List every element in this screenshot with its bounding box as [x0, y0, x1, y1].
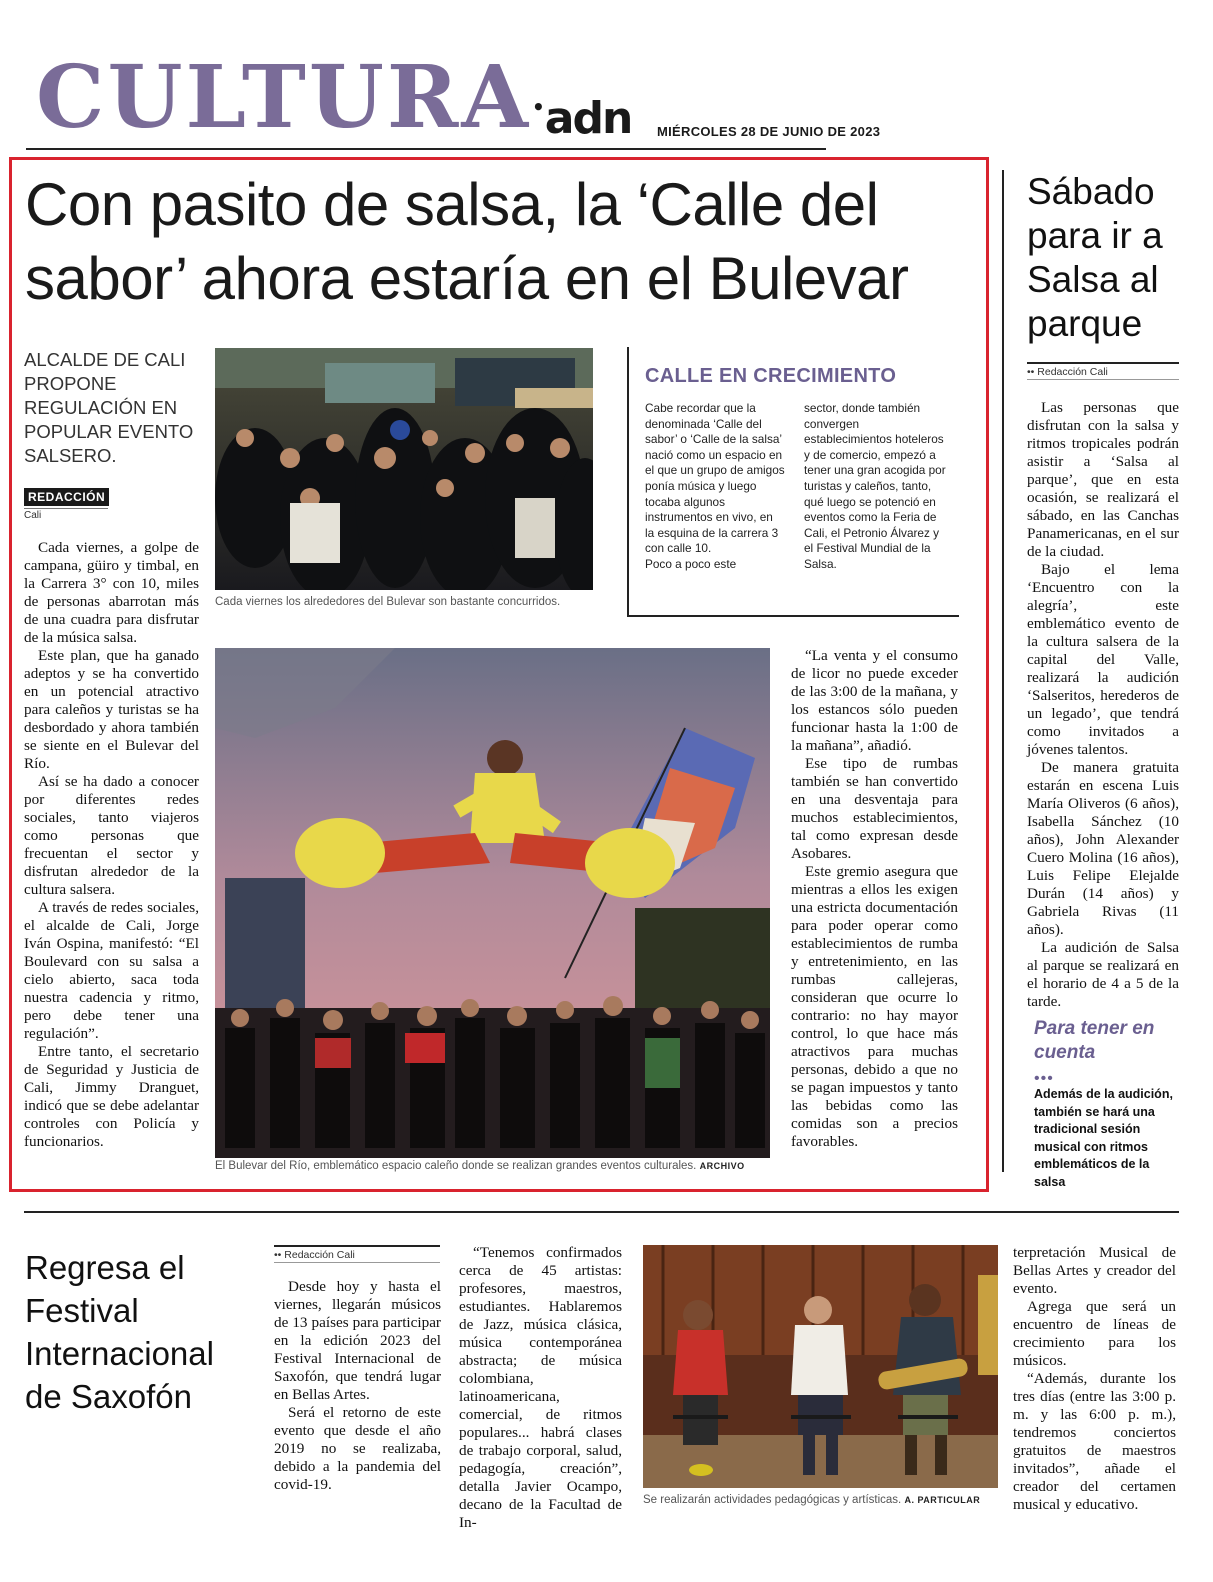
paragraph: Este gremio asegura que mientras a ellos les exigen una estricta documentación para poder operar como establecimientos de rumba y entretenimiento, en las rumbas callejeras, consideran que ocurre lo contrario: no hay mayor control, lo que hace más atractivos para muchas personas, debido a que no se pagan impuestos y tanto las bebidas como las comidas son a precios favorables. — [791, 863, 958, 1150]
photo-credit: A. PARTICULAR — [904, 1495, 981, 1505]
paragraph: Este plan, que ha ganado adeptos y se ha convertido en un potencial atractivo para caleños y turistas se ha desbordado y ahora también se siente en el Bulevar del Río. — [24, 647, 199, 772]
byline-label: REDACCIÓN — [24, 488, 109, 506]
photo-credit: ARCHIVO — [699, 1161, 745, 1171]
paragraph: La audición de Salsa al parque se realizará en el horario de 4 a 5 de la tarde. — [1027, 939, 1179, 1010]
main-body-col3 — [791, 647, 958, 1151]
crowd-photo — [215, 348, 593, 590]
main-headline: Con pasito de salsa, la ‘Calle del sabor’ ahora estaría en el Bulevar — [25, 171, 909, 312]
dancer-photo — [215, 648, 770, 1158]
dancer-photo-caption — [215, 1160, 775, 1172]
paragraph: Así se ha dado a conocer por diferentes redes sociales, tanto viajeros como personas que frecuentan el sector y disfrutan alrededor de la cultura salsera. — [24, 773, 199, 898]
paragraph: Agrega que será un encuentro de líneas de crecimiento para los músicos. — [1013, 1298, 1176, 1369]
sidebar-col1 — [645, 401, 785, 573]
bottom-headline: Regresa el Festival Internacional de Saxofón — [25, 1249, 214, 1415]
header-rule — [26, 148, 826, 150]
section-divider — [24, 1211, 1179, 1213]
paragraph: Desde hoy y hasta el viernes, llegarán músicos de 13 países para participar en la edición 2023 del Festival Internacional de Saxofón, que tendrá lugar en Bellas Artes. — [274, 1278, 441, 1403]
brand-logo: •adn — [532, 93, 632, 144]
info-box-text: Además de la audición, también se hará una tradicional sesión musical con ritmos emblemáticos de la salsa — [1034, 1087, 1173, 1189]
side-body — [1027, 399, 1179, 1011]
bottom-body-col1 — [274, 1278, 441, 1494]
sidebar-title: CALLE EN CRECIMIENTO — [645, 365, 897, 387]
side-byline: •• Redacción Cali — [1027, 362, 1179, 380]
byline-city: Cali — [24, 508, 108, 521]
main-deck: ALCALDE DE CALI PROPONE REGULACIÓN EN POPULAR EVENTO SALSERO. — [24, 349, 194, 466]
sidebar-paragraph: Poco a poco este — [645, 556, 737, 571]
column-rule — [1002, 170, 1004, 1172]
crowd-photo-caption: Cada viernes los alrededores del Bulevar son bastante concurridos. — [215, 596, 561, 608]
paragraph: De manera gratuita estarán en escena Luis María Oliveros (6 años), Isabella Sánchez (10 años), John Alexander Cuero Molina (16 años), Luis Felipe Elejalde Durán (14 años) y Gabriela Rivas (11 años). — [1027, 759, 1179, 938]
paragraph: Ese tipo de rumbas también se han convertido en una desventaja para muchos establecimientos, tal como expresan desde Asobares. — [791, 755, 958, 862]
sidebar-col2 — [804, 401, 946, 573]
bottom-byline: •• Redacción Cali — [274, 1245, 440, 1263]
paragraph: Cada viernes, a golpe de campana, güiro y timbal, en la Carrera 3° con 10, miles de personas abarrotan más de una cuadra para disfrutar de la música salsa. — [24, 539, 199, 646]
paragraph: Será el retorno de este evento que desde el año 2019 no se realizaba, debido a la pandemia del covid-19. — [274, 1404, 441, 1493]
paragraph: “La venta y el consumo de licor no puede exceder de las 3:00 de la mañana, y los estancos sólo pueden funcionar hasta la 1:00 de la mañana”, añadió. — [791, 647, 958, 754]
saxophone-photo-caption — [643, 1494, 1003, 1506]
bottom-body-col3 — [1013, 1244, 1176, 1514]
caption-text: El Bulevar del Río, emblemático espacio caleño donde se realizan grandes eventos culturales. — [215, 1160, 697, 1172]
paragraph: Bajo el lema ‘Encuentro con la alegría’, este emblemático evento de la cultura salsera de la capital del Valle, realizará la audición ‘Salseritos, herederos de un legado’, que tendrá como invitados a jóvenes talentos. — [1027, 561, 1179, 758]
info-box-dots: ••• — [1034, 1070, 1054, 1087]
brand-name: adn — [544, 93, 632, 144]
sidebar-paragraph: sector, donde también convergen establecimientos hoteleros y de comercio, empezó a tener una gran acogida por turistas y caleños, tanto, qué luego se potenció en eventos como la Feria de Cali, el Petronio Álvarez y el Festival Mundial de la Salsa. — [804, 401, 946, 571]
main-body-col1 — [24, 539, 199, 1151]
paragraph: terpretación Musical de Bellas Artes y creador del evento. — [1013, 1244, 1176, 1297]
paragraph: “Además, durante los tres días (entre las 3:00 p. m. y las 6:00 p. m.), tendremos conciertos gratuitos de maestros invitados”, añade el creador del certamen musical y educativo. — [1013, 1370, 1176, 1513]
dateline: MIÉRCOLES 28 DE JUNIO DE 2023 — [657, 124, 881, 139]
paragraph: “Tenemos confirmados cerca de 45 artistas: profesores, maestros, estudiantes. Hablaremos de Jazz, música clásica, música contemporánea abstracta; de música colombiana, latinoamericana, comercial, de ritmos populares... habrá clases de trabajo corporal, salud, pedagogía, creación”, detalla Javier Ocampo, decano de la Facultad de In- — [459, 1244, 622, 1531]
caption-text: Se realizarán actividades pedagógicas y artísticas. — [643, 1494, 902, 1506]
info-box-title: Para tener en cuenta — [1034, 1018, 1155, 1063]
side-headline: Sábado para ir a Salsa al parque — [1027, 171, 1163, 344]
saxophone-photo — [643, 1245, 998, 1488]
paragraph: A través de redes sociales, el alcalde de Cali, Jorge Iván Ospina, manifestó: “El Boulevard con su salsa a cielo abierto, saca toda nuestra cadencia y ritmo, pero debe tener una regulación”. — [24, 899, 199, 1042]
section-title: CULTURA — [36, 47, 532, 148]
sidebar-paragraph: Cabe recordar que la denominada ‘Calle del sabor’ o ‘Calle de la salsa’ nació como un espacio en el que un grupo de amigos ponía música y luego tocaba algunos instrumentos en vivo, en la esquina de la carrera 3 con calle 10. — [645, 401, 785, 556]
paragraph: Las personas que disfrutan con la salsa y ritmos tropicales podrán asistir a ‘Salsa al parque’, que en esta ocasión, se realizará el sábado, en las Canchas Panamericanas, en el sur de la ciudad. — [1027, 399, 1179, 560]
bottom-body-col2 — [459, 1244, 622, 1532]
main-byline — [24, 488, 109, 521]
paragraph: Entre tanto, el secretario de Seguridad y Justicia de Cali, Jimmy Dranguet, indicó que se debe adelantar controles con Policía y funcionarios. — [24, 1043, 199, 1150]
